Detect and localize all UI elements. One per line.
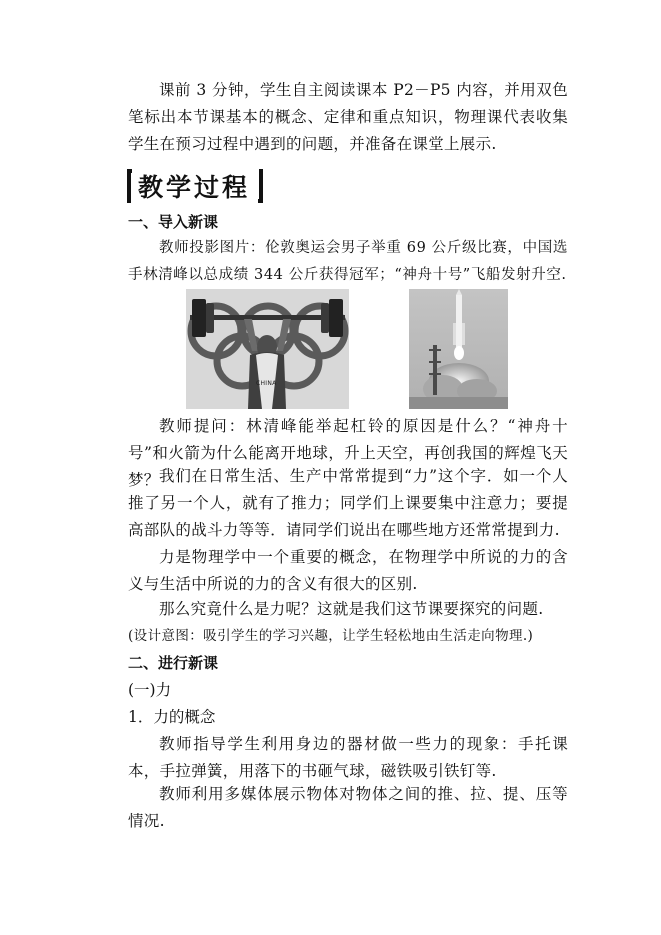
daily-life-force-paragraph: 我们在日常生活、生产中常常提到“力”这个字．如一个人推了另一个人，就有了推力；同学们上课要集中注意力；要提高部队的战斗力等等．请同学们说出在哪些地方还常常提到力. xyxy=(128,467,568,539)
subheading-force: (一)力 xyxy=(128,681,172,699)
item-force-concept: 1．力的概念 xyxy=(128,708,216,726)
rocket-launch-illustration xyxy=(409,289,508,409)
heading-new-lesson: 二、进行新课 xyxy=(128,654,219,672)
design-intent-note: (设计意图：吸引学生的学习兴趣，让学生轻松地由生活走向物理.) xyxy=(128,628,534,644)
left-bracket-icon xyxy=(126,169,134,203)
section-title-banner xyxy=(126,168,264,204)
teacher-question-paragraph: 教师提问：林清峰能举起杠铃的原因是什么？“神舟十号”和火箭为什么能离开地球，升上天空，再创我国的辉煌飞天梦？ xyxy=(128,417,568,489)
what-is-force-paragraph: 那么究竟什么是力呢？这就是我们这节课要探究的问题. xyxy=(159,600,544,618)
section-title: 教学过程 xyxy=(138,173,251,202)
projection-caption: 教师投影图片：伦敦奥运会男子举重 69 公斤级比赛，中国选手林清峰以总成绩 344 公斤获得冠军；“神舟十号”飞船发射升空. xyxy=(128,240,568,283)
heading-introduce-new-lesson: 一、导入新课 xyxy=(128,213,219,231)
multimedia-paragraph: 教师利用多媒体展示物体对物体之间的推、拉、提、压等情况. xyxy=(128,785,568,830)
weightlifter-photo xyxy=(186,289,349,409)
rocket-launch-photo xyxy=(409,289,508,409)
force-concept-paragraph: 力是物理学中一个重要的概念，在物理学中所说的力的含义与生活中所说的力的含义有很大的区别. xyxy=(128,548,568,593)
shirt-text: CHINA xyxy=(256,380,277,387)
intro-paragraph: 课前 3 分钟，学生自主阅读课本 P2－P5 内容，并用双色笔标出本节课基本的概念、定律和重点知识，物理课代表收集学生在预习过程中遇到的问题，并准备在课堂上展示. xyxy=(128,81,568,153)
teacher-guide-paragraph: 教师指导学生利用身边的器材做一些力的现象：手托课本，手拉弹簧，用落下的书砸气球，磁铁吸引铁钉等. xyxy=(128,735,568,780)
weightlifter-illustration xyxy=(186,289,349,409)
right-bracket-icon xyxy=(256,169,264,203)
